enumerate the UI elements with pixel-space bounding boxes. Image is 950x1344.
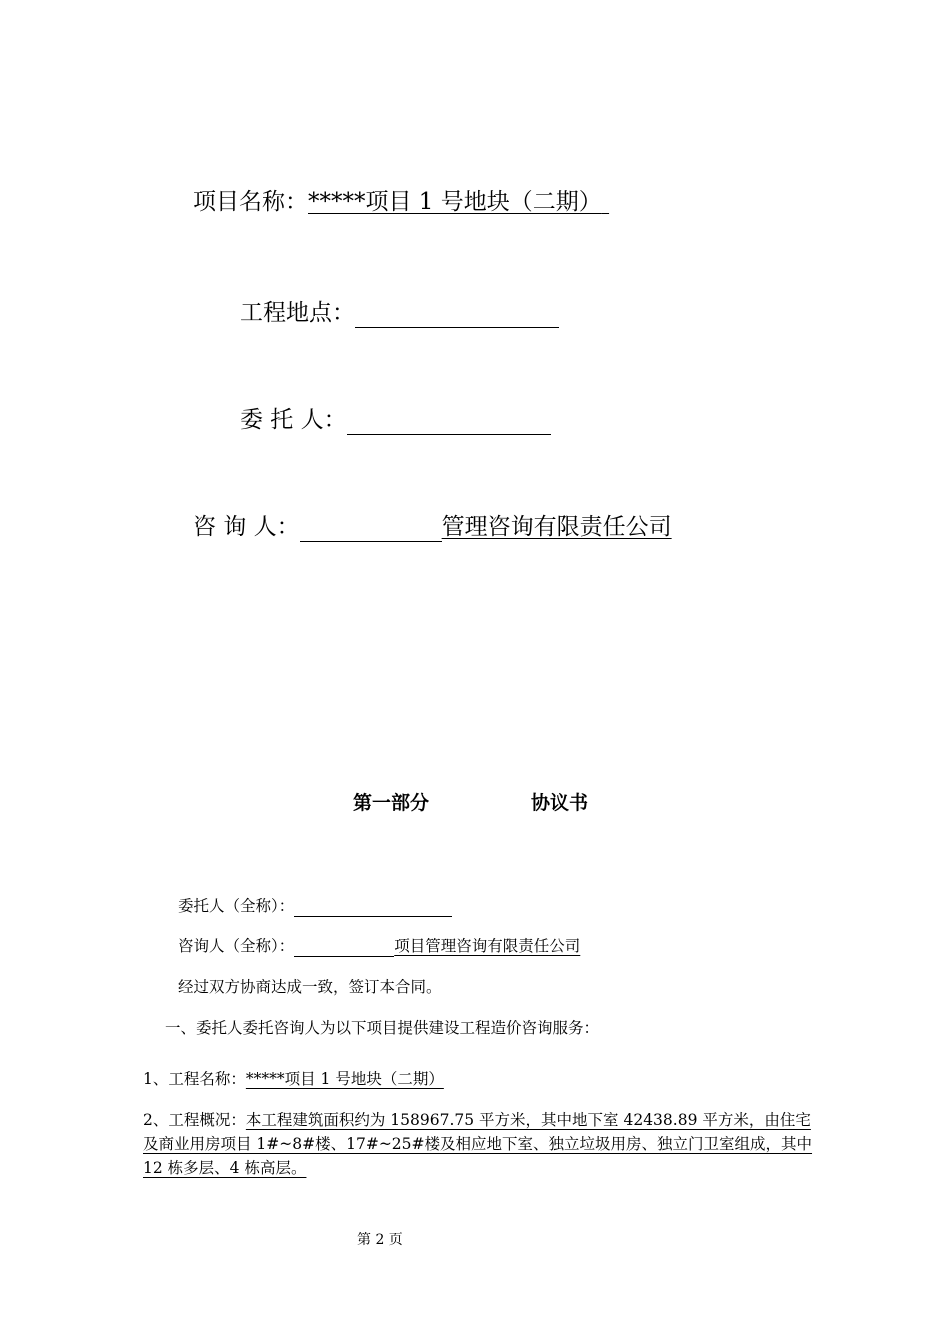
item-overview-value: 本工程建筑面积约为 158967.75 平方米，其中地下室 42438.89 平方米，由住宅及商业用房项目 1#~8#楼、17#~25#楼及相应地下室、独立垃圾用房、独立门卫室组成，其中 12 栋多层、4 栋高层。 [143, 1111, 813, 1177]
site-blank [355, 305, 559, 328]
section-one-heading: 一、委托人委托咨询人为以下项目提供建设工程造价咨询服务： [165, 1019, 600, 1037]
client-row [240, 405, 551, 435]
agreement-client-row [178, 895, 452, 917]
site-row [240, 298, 559, 328]
consultant-label: 咨 询 人： [193, 514, 300, 540]
consensus-text: 经过双方协商达成一致，签订本合同。 [178, 978, 442, 996]
project-name-row [193, 187, 609, 217]
agreement-consultant-label: 咨询人（全称）： [178, 937, 295, 955]
consultant-blank [300, 519, 442, 542]
site-label: 工程地点： [240, 300, 355, 326]
agreement-client-blank [294, 899, 452, 917]
item-overview [143, 1108, 823, 1180]
agreement-consultant-blank [294, 939, 394, 957]
part-number: 第一部分 [353, 792, 430, 814]
agreement-consultant-row [178, 935, 580, 957]
client-blank [347, 412, 551, 435]
project-name-label: 项目名称： [193, 189, 308, 215]
agreement-consultant-value: 项目管理咨询有限责任公司 [394, 937, 581, 955]
consultant-value: 管理咨询有限责任公司 [441, 514, 672, 540]
client-label: 委 托 人： [240, 407, 347, 433]
agreement-client-label: 委托人（全称）： [178, 897, 295, 915]
item-project-name-label: 1、工程名称： [143, 1070, 246, 1088]
consultant-row [193, 512, 672, 542]
project-name-value: *****项目 1 号地块（二期） [308, 189, 602, 215]
part-title: 协议书 [531, 792, 589, 814]
item-project-name [143, 1068, 444, 1090]
page-number: 第 2 页 [357, 1232, 403, 1248]
item-project-name-value: *****项目 1 号地块（二期） [245, 1070, 444, 1088]
item-overview-label: 2、工程概况： [143, 1111, 246, 1129]
